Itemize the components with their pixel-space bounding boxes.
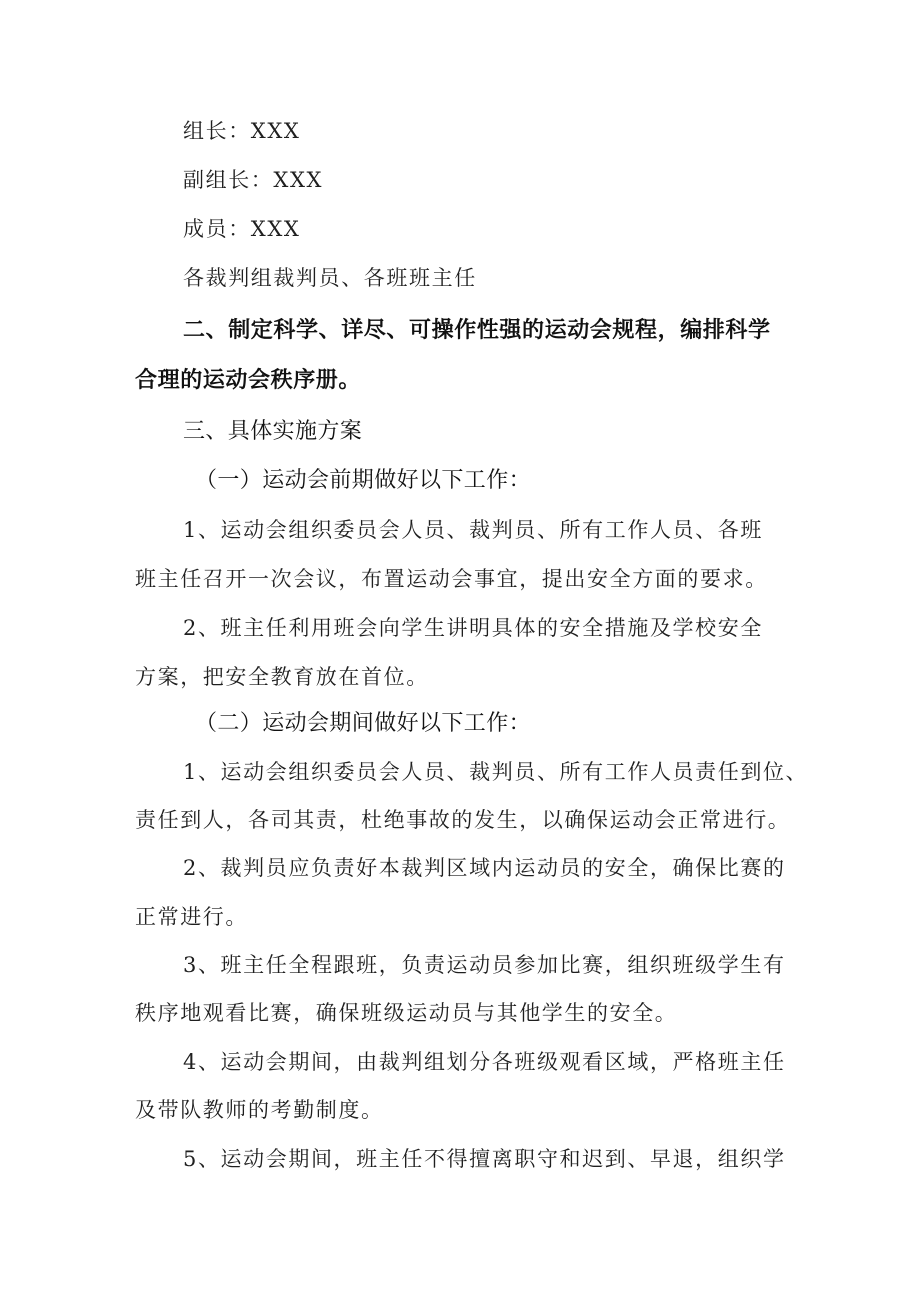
part-one-item1-line2: 班主任召开一次会议，布置运动会事宜，提出安全方面的要求。 xyxy=(135,567,768,591)
part-two-heading: （二）运动会期间做好以下工作： xyxy=(195,711,532,736)
part-two-item3-line2: 秩序地观看比赛，确保班级运动员与其他学生的安全。 xyxy=(135,1001,678,1025)
committee-deputy-leader: 副组长：XXX xyxy=(183,168,324,192)
part-two-item2-line1: 2、裁判员应负责好本裁判区域内运动员的安全，确保比赛的 xyxy=(183,856,786,880)
committee-members: 成员：XXX xyxy=(183,217,301,241)
section-two-line2: 合理的运动会秩序册。 xyxy=(135,368,362,393)
part-one-item2-line1: 2、班主任利用班会向学生讲明具体的安全措施及学校安全 xyxy=(183,616,763,640)
part-one-item1-line1: 1、运动会组织委员会人员、裁判员、所有工作人员、各班 xyxy=(183,518,763,542)
part-two-item1-line1: 1、运动会组织委员会人员、裁判员、所有工作人员责任到位、 xyxy=(183,760,809,784)
part-two-item4-line2: 及带队教师的考勤制度。 xyxy=(135,1098,384,1122)
part-two-item4-line1: 4、运动会期间，由裁判组划分各班级观看区域，严格班主任 xyxy=(183,1050,786,1074)
part-one-item2-line2: 方案，把安全教育放在首位。 xyxy=(135,665,429,689)
part-two-item5-line1: 5、运动会期间，班主任不得擅离职守和迟到、早退，组织学 xyxy=(183,1147,786,1171)
committee-leader: 组长：XXX xyxy=(183,119,301,143)
part-two-item2-line2: 正常进行。 xyxy=(135,905,248,929)
section-three-heading: 三、具体实施方案 xyxy=(183,419,363,444)
committee-referees: 各裁判组裁判员、各班班主任 xyxy=(183,266,477,290)
part-one-heading: （一）运动会前期做好以下工作： xyxy=(195,468,532,493)
section-two-line1: 二、制定科学、详尽、可操作性强的运动会规程，编排科学 xyxy=(183,318,771,343)
part-two-item1-line2: 责任到人，各司其责，杜绝事故的发生，以确保运动会正常进行。 xyxy=(135,808,791,832)
part-two-item3-line1: 3、班主任全程跟班，负责运动员参加比赛，组织班级学生有 xyxy=(183,953,786,977)
